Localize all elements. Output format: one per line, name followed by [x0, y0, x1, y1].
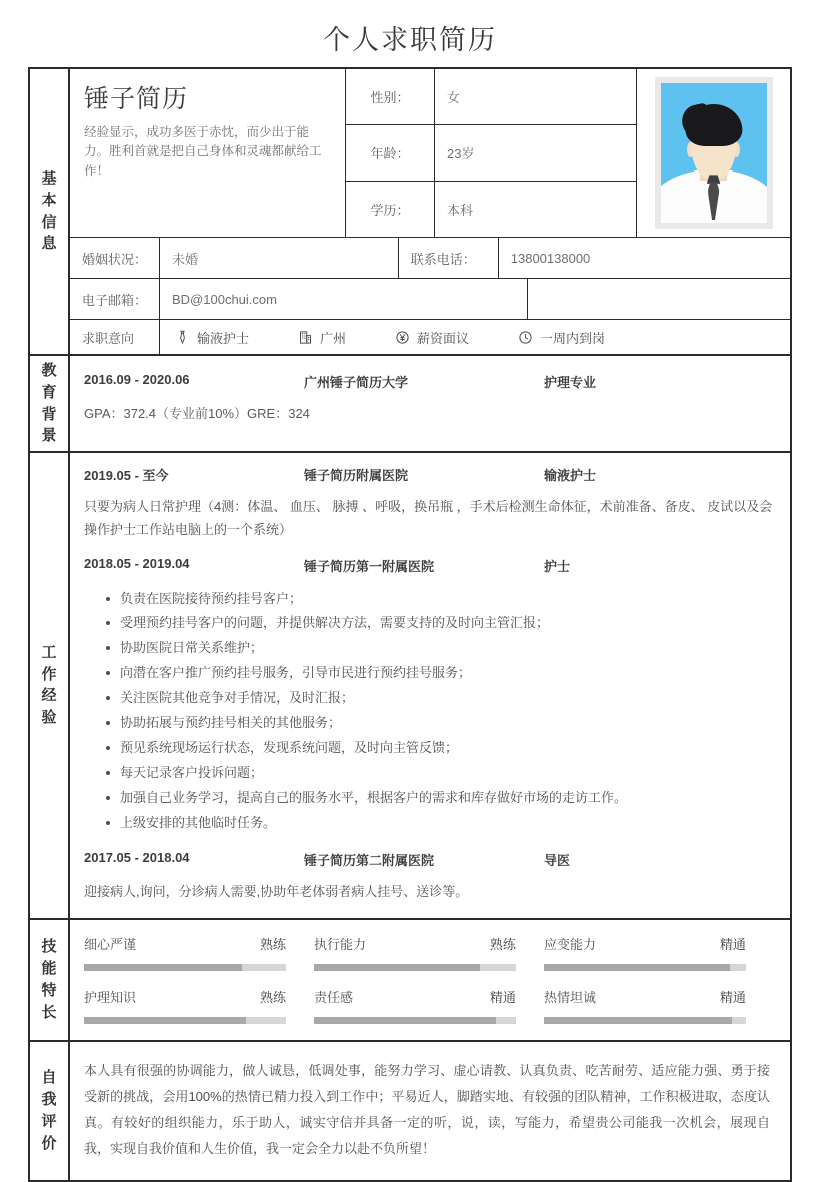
field-gender-label: 性别： [346, 69, 435, 124]
field-email-label: 电子邮箱： [70, 279, 160, 319]
section-label-education [30, 356, 70, 451]
intention-city [297, 328, 346, 347]
field-education-level-value: 本科 [447, 202, 474, 218]
field-gender [346, 69, 636, 125]
skill-bar-fill [84, 964, 242, 971]
work-duties-list [84, 587, 774, 837]
skill-item [84, 987, 314, 1024]
page-title: 个人求职简历 [323, 25, 497, 55]
work-entry [84, 850, 774, 904]
field-age [346, 125, 636, 181]
work-period: 2019.05 - 至今 [84, 468, 169, 483]
job-intention-row [70, 320, 790, 354]
skill-level: 熟练 [489, 936, 516, 952]
intention-salary [394, 328, 469, 347]
section-work-experience [30, 453, 790, 920]
skill-level: 熟练 [259, 989, 286, 1005]
skill-name: 护理知识 [84, 989, 137, 1005]
field-education-level [346, 182, 636, 237]
education-period: 2016.09 - 2020.06 [84, 372, 190, 387]
work-company: 锤子简历第一附属医院 [304, 558, 435, 574]
list-item: 协助医院日常关系维护； [106, 636, 774, 661]
resume-frame [28, 67, 792, 1182]
field-age-value: 23岁 [447, 146, 475, 162]
basic-info-fields [346, 69, 637, 237]
self-evaluation-text: 本人具有很强的协调能力，做人诚恳，低调处事，能努力学习、虚心请教、认真负责、吃苦耐劳、适应能力强、勇于接受新的挑战，会用100%的热情已精力投入到工作中；平易近人，脚踏实地、有较强的团队精神，工作积极进取，态度认真。有较好的组织能力，乐于助人，诚实守信并具备一定的听，说，读，写能力，希望贵公司能我一次机会，展现自我，实现自我价值和人生价值，我一定会全力以赴不负所望！ [84, 1062, 770, 1156]
yen-icon [394, 329, 410, 345]
work-description: 只要为病人日常护理（4测：体温、 血压、 脉搏 、呼吸，换吊瓶 ，手术后检测生命体征，术前准备、备皮、 皮试以及会操作护士工作站电脑上的一个系统） [84, 499, 773, 537]
work-company: 锤子简历附属医院 [304, 468, 409, 483]
skill-level: 熟练 [259, 936, 286, 952]
skill-name: 热情坦诚 [543, 989, 596, 1005]
skill-name: 执行能力 [313, 936, 366, 952]
skill-bar [84, 1017, 286, 1024]
skill-bar-fill [544, 1017, 732, 1024]
skill-header [314, 987, 516, 1006]
skill-bar-fill [84, 1017, 246, 1024]
field-education-level-label: 学历： [346, 182, 435, 237]
section-education [30, 356, 790, 453]
list-item: 关注医院其他竞争对手情况，及时汇报； [106, 686, 774, 711]
self-evaluation-content [70, 1042, 790, 1180]
skill-level: 精通 [719, 989, 746, 1005]
name-and-motto [70, 69, 346, 237]
section-self-evaluation [30, 1042, 790, 1182]
field-email-spacer [528, 279, 790, 319]
list-item: 上级安排的其他临时任务。 [106, 811, 774, 836]
skills-grid [70, 920, 790, 1040]
basic-info-body [70, 69, 790, 354]
candidate-motto: 经验显示，成功多医于赤忱，而少出于能力。胜利首就是把自己身体和灵魂都献给工作！ [84, 125, 322, 178]
work-role: 导医 [544, 853, 571, 869]
skill-bar-fill [314, 964, 480, 971]
section-skills [30, 920, 790, 1042]
candidate-name: 锤子简历 [84, 85, 189, 113]
skill-item [544, 934, 774, 971]
basic-info-email-row [70, 279, 790, 320]
skill-item [84, 934, 314, 971]
education-entry-header [84, 372, 790, 391]
skill-name: 应变能力 [543, 936, 596, 952]
tie-icon [174, 329, 190, 345]
section-label-education-text: 教 育 背 景 [41, 362, 57, 445]
intention-position [174, 328, 249, 347]
work-entry-header [84, 465, 774, 484]
skill-level: 精通 [489, 989, 516, 1005]
basic-info-top-row [70, 69, 790, 238]
section-label-self-evaluation-text: 自 我 评 价 [41, 1069, 57, 1152]
education-body [70, 356, 790, 451]
skill-bar [314, 1017, 516, 1024]
work-entry-header [84, 556, 774, 575]
skill-header [544, 934, 746, 953]
avatar [655, 77, 773, 229]
list-item: 向潜在客户推广预约挂号服务，引导市民进行预约挂号服务； [106, 661, 774, 686]
skill-item [314, 934, 544, 971]
skill-bar [544, 964, 746, 971]
section-label-skills [30, 920, 70, 1040]
skill-header [84, 987, 286, 1006]
education-detail: GPA：372.4（专业前10%）GRE：324 [84, 406, 310, 421]
intention-availability-text: 一周内到岗 [540, 330, 606, 346]
work-company: 锤子简历第二附属医院 [304, 853, 435, 869]
list-item: 预见系统现场运行状态，发现系统问题，及时向主管反馈； [106, 736, 774, 761]
work-entries [70, 453, 790, 918]
section-label-self-evaluation [30, 1042, 70, 1180]
skill-level: 精通 [719, 936, 746, 952]
intention-city-text: 广州 [320, 330, 347, 346]
section-label-basic-info-text: 基 本 信 息 [41, 170, 57, 253]
field-marriage-value: 未婚 [160, 238, 399, 278]
skill-name: 责任感 [313, 989, 353, 1005]
skill-header [544, 987, 746, 1006]
skill-bar-fill [314, 1017, 496, 1024]
list-item: 负责在医院接待预约挂号客户； [106, 587, 774, 612]
field-age-label: 年龄： [346, 125, 435, 180]
field-email-value: BD@100chui.com [160, 279, 528, 319]
work-body [70, 453, 790, 918]
section-label-skills-text: 技 能 特 长 [41, 938, 57, 1021]
skill-header [314, 934, 516, 953]
job-intention-label: 求职意向 [70, 320, 160, 354]
section-label-work [30, 453, 70, 918]
work-description: 迎接病人,询问，分诊病人需要,协助年老体弱者病人挂号、送诊等。 [84, 884, 469, 900]
work-role: 护士 [544, 558, 571, 574]
list-item: 协助拓展与预约挂号相关的其他服务； [106, 711, 774, 736]
skill-item [314, 987, 544, 1024]
work-entry [84, 465, 774, 542]
photo-cell [637, 69, 790, 237]
list-item: 受理预约挂号客户的问题，并提供解决方法，需要支持的及时向主管汇报； [106, 611, 774, 636]
intention-salary-text: 薪资面议 [417, 330, 470, 346]
skill-bar [84, 964, 286, 971]
building-icon [297, 329, 313, 345]
work-entry-header [84, 850, 774, 869]
education-major: 护理专业 [544, 375, 597, 390]
work-role: 输液护士 [544, 468, 597, 483]
section-label-basic-info [30, 69, 70, 354]
skill-name: 细心严谨 [84, 936, 137, 952]
work-entry [84, 556, 774, 837]
list-item: 每天记录客户投诉问题； [106, 761, 774, 786]
education-school: 广州锤子简历大学 [304, 375, 409, 390]
field-phone-value: 13800138000 [510, 250, 591, 266]
work-period: 2018.05 - 2019.04 [84, 555, 190, 571]
section-basic-info [30, 69, 790, 356]
skill-header [84, 934, 286, 953]
education-entry [70, 356, 790, 438]
skill-bar [544, 1017, 746, 1024]
skill-bar [314, 964, 516, 971]
job-intention-items [160, 328, 790, 347]
field-marriage-label: 婚姻状况： [70, 238, 160, 278]
field-phone-label: 联系电话： [399, 238, 499, 278]
basic-info-middle-row [70, 238, 790, 279]
clock-icon [517, 329, 533, 345]
field-gender-value: 女 [447, 90, 461, 106]
skill-bar-fill [544, 964, 730, 971]
self-evaluation-body [70, 1042, 790, 1180]
skill-item [544, 987, 774, 1024]
work-period: 2017.05 - 2018.04 [84, 850, 190, 866]
section-label-work-text: 工 作 经 验 [41, 643, 57, 727]
skills-body [70, 920, 790, 1040]
list-item: 加强自己业务学习，提高自己的服务水平，根据客户的需求和库存做好市场的走访工作。 [106, 786, 774, 811]
intention-position-text: 输液护士 [197, 330, 250, 346]
intention-availability [517, 328, 605, 347]
